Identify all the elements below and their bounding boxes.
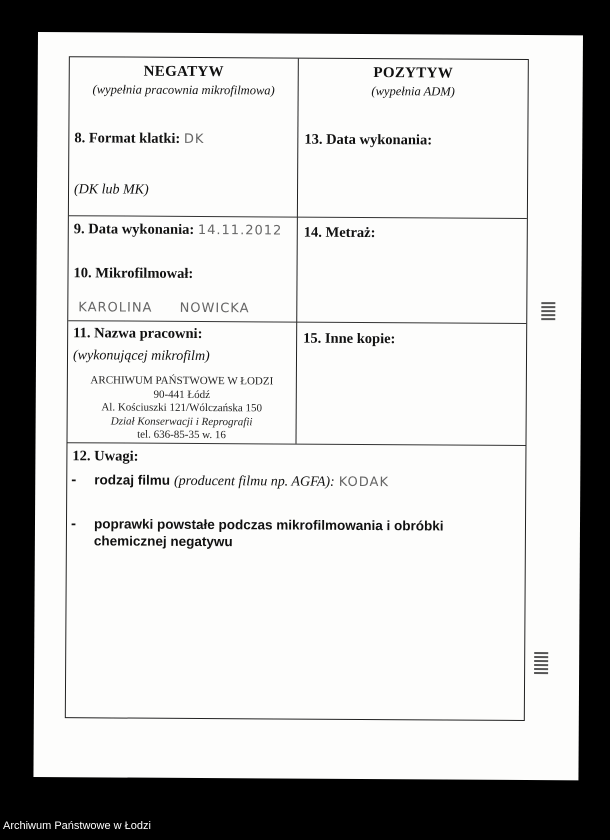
copies-label: 15. Inne kopie: [303,330,396,348]
bullet: - [71,471,77,489]
format-label: 8. Format klatki: [74,130,181,147]
scan-marks [534,650,548,676]
film-type-row [67,471,525,491]
format-value: DK [183,131,205,148]
format-field [74,130,204,148]
corrections-line-2: chemicznej negatywu [93,533,233,550]
document-page [33,32,583,780]
format-hint: (DK lub MK) [73,182,149,198]
stamp-line-5: tel. 636-85-35 w. 16 [137,428,226,442]
negative-date-value: 14.11.2012 [197,222,283,239]
negatyw-subtitle: (wypełnia pracownia mikrofilmowa) [92,82,275,98]
stamp-line-1: ARCHIWUM PAŃSTWOWE W ŁODZI [90,374,274,388]
film-type-hint: (producent filmu np. AGFA): [173,473,335,490]
stamp-line-2: 90-441 Łódź [153,388,211,401]
scan-marks [541,300,555,322]
pozytyw-title: POZYTYW [373,65,454,82]
workshop-hint: (wykonującej mikrofilm) [72,348,210,365]
operator-value: KAROLINA NOWICKA [78,300,250,317]
negative-date-label: 9. Data wykonania: [73,221,195,238]
bullet: - [70,515,77,533]
column-divider [295,59,298,444]
film-type-label: rodzaj filmu [94,472,171,488]
operator-label: 10. Mikrofilmował: [73,265,194,282]
negative-date-field [74,221,283,239]
workshop-label: 11. Nazwa pracowni: [73,325,203,343]
positive-date-label: 13. Data wykonania: [304,131,433,149]
length-label: 14. Metraż: [303,224,376,242]
corrections-row [67,515,525,550]
remarks-label: 12. Uwagi: [72,448,139,465]
stamp-line-3: Al. Kościuszki 121/Wólczańska 150 [101,401,263,415]
microfilm-form [65,56,529,721]
stamp-line-4: Dział Konserwacji i Reprografii [110,414,253,428]
corrections-line-1: poprawki powstałe podczas mikrofilmowania i obróbki [93,516,444,534]
negatyw-header [70,63,298,98]
pozytyw-subtitle: (wypełnia ADM) [371,84,455,99]
workshop-stamp [67,374,295,443]
pozytyw-header [299,65,528,100]
row-divider [67,442,525,446]
film-type-value: KODAK [338,474,390,491]
negatyw-title: NEGATYW [143,63,224,81]
archive-caption: Archiwum Państwowe w Łodzi [3,820,151,832]
